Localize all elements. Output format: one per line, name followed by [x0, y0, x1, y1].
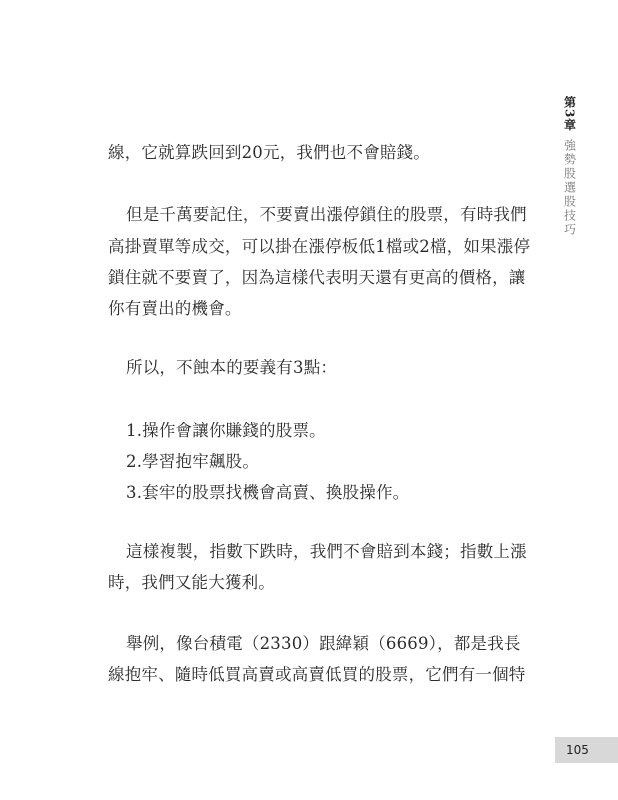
page-number: [555, 737, 618, 763]
text-line: 時，我們又能大獲利。: [108, 573, 275, 592]
text-line: 線，它就算跌回到20元，我們也不會賠錢。: [108, 143, 430, 162]
list-item: 3.套牢的股票找機會高賣、換股操作。: [126, 483, 410, 502]
page-number-label: 105: [566, 743, 589, 757]
text-line: 所以，不蝕本的要義有3點：: [126, 358, 338, 377]
list-item: 1.操作會讓你賺錢的股票。: [126, 421, 326, 440]
chapter-title: 強勢股選股技巧: [562, 139, 577, 238]
text-line: 你有賣出的機會。: [108, 299, 242, 318]
text-line: 鎖住就不要賣了，因為這樣代表明天還有更高的價格，讓: [108, 268, 526, 287]
text-line: 舉例，像台積電（2330）跟緯穎（6669），都是我長: [126, 634, 521, 653]
chapter-number: 第3章: [562, 96, 577, 132]
chapter-tab: [563, 96, 577, 237]
text-line: 高掛賣單等成交，可以掛在漲停板低1檔或2檔，如果漲停: [108, 237, 531, 256]
text-line: 這樣複製，指數下跌時，我們不會賠到本錢；指數上漲: [126, 542, 527, 561]
list-item: 2.學習抱牢飆股。: [126, 452, 260, 471]
text-line: 但是千萬要記住，不要賣出漲停鎖住的股票，有時我們: [126, 205, 527, 224]
text-line: 線抱牢、隨時低買高賣或高賣低買的股票，它們有一個特: [108, 665, 526, 684]
